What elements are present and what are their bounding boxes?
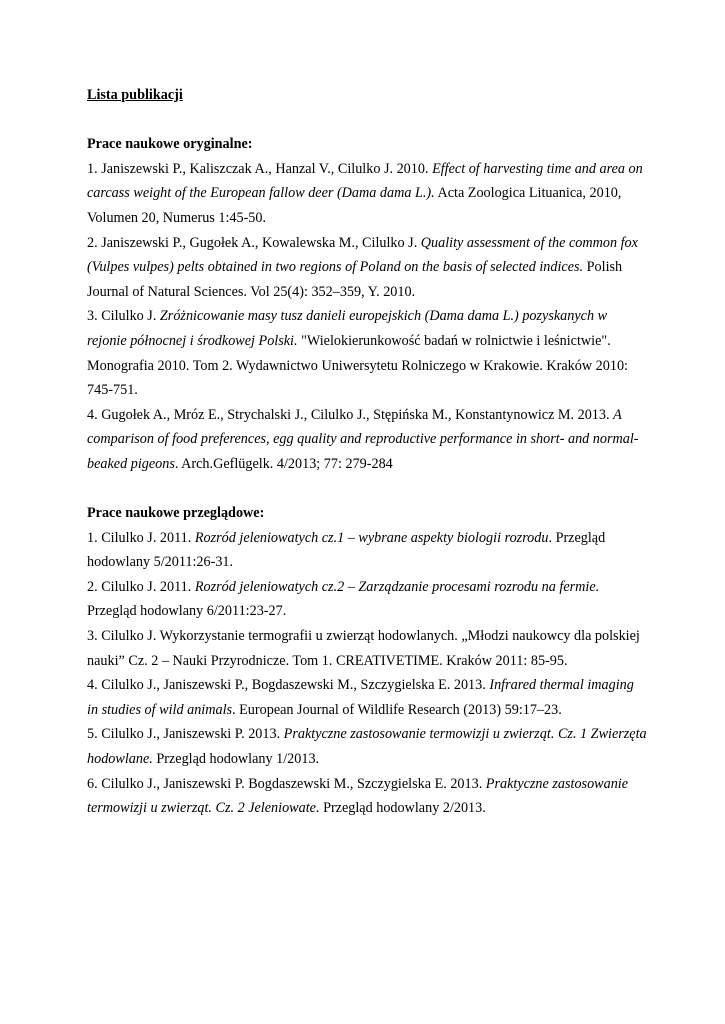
entry-source: Acta Zoologica Lituanica, 2010, Volumen 20, Numerus 1:45-50. xyxy=(87,185,622,226)
publication-entry xyxy=(87,403,647,477)
entry-source: . Arch.Geflügelk. 4/2013; 77: 279-284 xyxy=(174,455,393,472)
entry-title: A comparison of food preferences, egg quality and reproductive performance in short- and normal-beaked pigeons xyxy=(87,406,639,472)
spacer xyxy=(87,477,647,502)
entry-authors: 3. Cilulko J. xyxy=(87,308,160,325)
entry-authors: 5. Cilulko J., Janiszewski P. 2013. xyxy=(87,726,284,743)
publication-entry xyxy=(87,157,647,231)
publication-entry xyxy=(87,722,647,771)
publication-entry xyxy=(87,304,647,402)
entry-authors: 2. Cilulko J. 2011. xyxy=(87,578,195,595)
entry-title: Praktyczne zastosowanie termowizji u zwierząt. Cz. 1 Zwierzęta hodowlane. xyxy=(87,726,647,768)
entry-title: Zróżnicowanie masy tusz danieli europejskich (Dama dama L.) pozyskanych w rejonie północnej i środkowej Polski. xyxy=(87,308,608,349)
entry-source: . Przegląd hodowlany 5/2011:26-31. xyxy=(87,529,606,571)
entry-source: . European Journal of Wildlife Research (2013) 59:17–23. xyxy=(232,701,562,718)
entry-authors: 4. Gugołek A., Mróz E., Strychalski J., Cilulko J., Stępińska M., Konstantynowicz M. 2013. xyxy=(87,406,614,423)
publication-entry xyxy=(87,772,647,821)
entry-title: Effect of harvesting time and area on carcass weight of the European fallow deer (Dama dama L.). xyxy=(87,160,643,202)
entry-authors: 3. Cilulko J. Wykorzystanie termografii u zwierząt hodowlanych. „Młodzi naukowcy dla polskiej nauki” Cz. 2 – Nauki Przyrodnicze. Tom 1. CREATIVETIME. Kraków 2011: 85-95. xyxy=(87,628,640,669)
entry-title: Praktyczne zastosowanie termowizji u zwierząt. Cz. 2 Jeleniowate. xyxy=(87,775,629,817)
entry-authors: 4. Cilulko J., Janiszewski P., Bogdaszewski M., Szczygielska E. 2013. xyxy=(87,677,490,694)
entry-authors: 1. Cilulko J. 2011. xyxy=(87,529,195,546)
publication-entry xyxy=(87,526,647,575)
entry-title: Infrared thermal imaging in studies of wild animals xyxy=(87,677,634,718)
entry-title: Rozród jeleniowatych cz.2 – Zarządzanie procesami rozrodu na fermie. xyxy=(194,578,600,595)
section-heading: Prace naukowe oryginalne: xyxy=(87,136,253,153)
spacer xyxy=(87,108,647,133)
document-page xyxy=(87,83,647,821)
section-original-papers xyxy=(87,132,647,476)
entry-source: Przegląd hodowlany 6/2011:23-27. xyxy=(87,603,287,620)
publication-entry xyxy=(87,624,647,673)
section-review-papers xyxy=(87,501,647,821)
entry-authors: 6. Cilulko J., Janiszewski P. Bogdaszewski M., Szczygielska E. 2013. xyxy=(87,775,486,792)
entry-authors: 1. Janiszewski P., Kaliszczak A., Hanzal V., Cilulko J. 2010. xyxy=(87,160,433,177)
document-title: Lista publikacji xyxy=(87,87,183,103)
publication-entry xyxy=(87,575,647,624)
section-heading: Prace naukowe przeglądowe: xyxy=(87,505,265,522)
entry-title: Rozród jeleniowatych cz.1 – wybrane aspekty biologii rozrodu xyxy=(194,529,549,546)
entry-source: "Wielokierunkowość badań w rolnictwie i leśnictwie". Monografia 2010. Tom 2. Wydawnictwo Uniwersytetu Rolniczego w Krakowie. Kraków 2010: 745-751. xyxy=(87,332,628,399)
entry-authors: 2. Janiszewski P., Gugołek A., Kowalewska M., Cilulko J. xyxy=(87,234,421,251)
publication-entry xyxy=(87,231,647,305)
publication-entry xyxy=(87,673,647,722)
entry-source: Polish Journal of Natural Sciences. Vol 25(4): 352–359, Y. 2010. xyxy=(87,259,623,300)
entry-source: Przegląd hodowlany 1/2013. xyxy=(152,751,320,768)
entry-title: Quality assessment of the common fox (Vulpes vulpes) pelts obtained in two regions of Poland on the basis of selected indices. xyxy=(87,234,638,276)
entry-source: Przegląd hodowlany 2/2013. xyxy=(319,800,486,817)
